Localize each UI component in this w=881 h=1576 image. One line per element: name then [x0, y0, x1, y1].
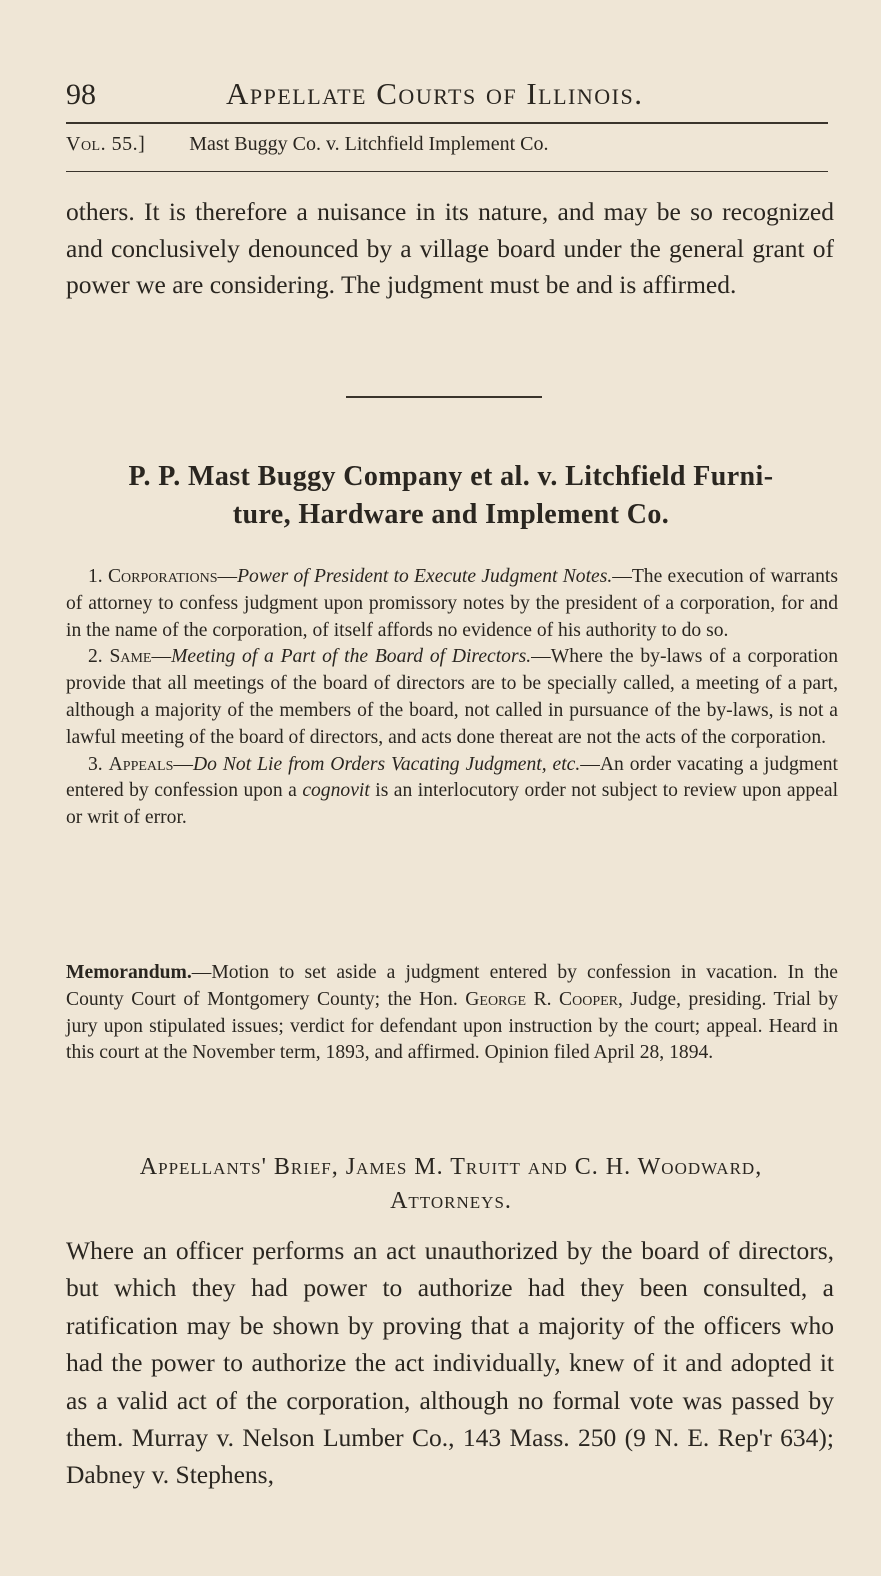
syllabus-text: is an interlocutory order not subject to review upon appeal or writ of error.	[66, 780, 839, 829]
syllabus-italic-term: cognovit	[302, 780, 370, 802]
brief-heading	[66, 1150, 836, 1218]
syllabus-topic: Same	[109, 646, 152, 668]
syllabus	[66, 564, 838, 832]
running-head	[66, 72, 826, 118]
memorandum-lead: Memorandum.	[66, 962, 192, 983]
syllabus-text: The execution of warrants of attorney to confess judgment upon promissory notes by the president of a corporation, for and in the name of the corporation, of itself affords no evidence of his authority to do so.	[66, 566, 838, 641]
memorandum-text: —Motion to set aside a judgment entered by confession in vacation. In the County Court of Montgomery County; the Hon.	[66, 962, 838, 1010]
volume-label: Vol. 55.]	[66, 133, 146, 155]
syllabus-text: Where the by-laws of a corporation provide that all meetings of the board of directors are to be specially called, a meeting of a part, although a majority of the members of the board, not called in pursuance of the by-laws, is not a lawful meeting of the board of directors, and acts done thereat are not the acts of the corporation.	[66, 646, 838, 748]
running-title: Appellate Courts of Illinois.	[226, 76, 644, 111]
syllabus-text: An order vacating a judgment entered by confession upon a	[66, 753, 838, 802]
page-number: 98	[66, 78, 96, 111]
case-short-title: Mast Buggy Co. v. Litchfield Implement Co.	[189, 133, 549, 155]
syllabus-subtopic: Power of President to Execute Judgment Notes.	[237, 566, 613, 587]
case-title-line-1: P. P. Mast Buggy Company et al. v. Litchfield Furni-	[128, 461, 774, 492]
case-title-line-2: ture, Hardware and Implement Co.	[232, 499, 670, 530]
syllabus-number: 1.	[88, 566, 103, 587]
case-title	[66, 458, 836, 534]
section-divider	[346, 396, 542, 398]
judge-name: George R. Cooper	[465, 988, 619, 1010]
syllabus-number: 3.	[88, 753, 103, 775]
memorandum	[66, 960, 838, 1067]
volume-line	[66, 133, 826, 156]
syllabus-item: 2. Same—Meeting of a Part of the Board of Directors.—Where the by-laws of a corporation provide that all meetings of the board of directors are to be specially called, a meeting of a part, although a majority of the members of the board, not called in pursuance of the by-laws, is not a lawful meeting of the board of directors, and acts done thereat are not the acts of the corporation.	[66, 646, 838, 748]
header-rule-bottom	[66, 171, 828, 172]
memorandum-text: , Judge, presiding. Trial by jury upon stipulated issues; verdict for defendant upon instruction by the court; appeal. Heard in this court at the November term, 1893, and affirmed. Opinion filed April 28, 1894.	[66, 988, 838, 1064]
opening-paragraph: others. It is therefore a nuisance in its nature, and may be so recognized and conclusively denounced by a village board under the general grant of power we are considering. The judgment must be and is affirmed.	[66, 197, 834, 299]
syllabus-number: 2.	[88, 646, 103, 668]
brief-paragraph: Where an officer performs an act unauthorized by the board of directors, but which they had power to authorize had they been consulted, a ratification may be shown by proving that a majority of the officers who had the power to authorize the act individually, knew of it and adopted it as a valid act of the corporation, although no formal vote was passed by them. Murray v. Nelson Lumber Co., 143 Mass. 250 (9 N. E. Rep'r 634); Dabney v. Stephens,	[66, 1236, 834, 1490]
brief-heading-line-2: Attorneys.	[390, 1188, 512, 1214]
brief-heading-line-1: Appellants' Brief, James M. Truitt and C. H. Woodward,	[139, 1154, 763, 1180]
syllabus-subtopic: Meeting of a Part of the Board of Directors.	[171, 646, 532, 668]
syllabus-topic: Corporations	[107, 566, 218, 587]
syllabus-topic: Appeals	[108, 753, 174, 775]
syllabus-item: 1. Corporations—Power of President to Execute Judgment Notes.—The execution of warrants of attorney to confess judgment upon promissory notes by the president of a corporation, for and in the name of the corporation, of itself affords no evidence of his authority to do so.	[66, 566, 838, 641]
syllabus-item: 3. Appeals—Do Not Lie from Orders Vacating Judgment, etc.—An order vacating a judgment entered by confession upon a cognovit is an interlocutory order not subject to review upon appeal or writ of error.	[66, 753, 839, 829]
syllabus-subtopic: Do Not Lie from Orders Vacating Judgment, etc.	[192, 753, 581, 775]
header-rule-top	[66, 122, 828, 124]
